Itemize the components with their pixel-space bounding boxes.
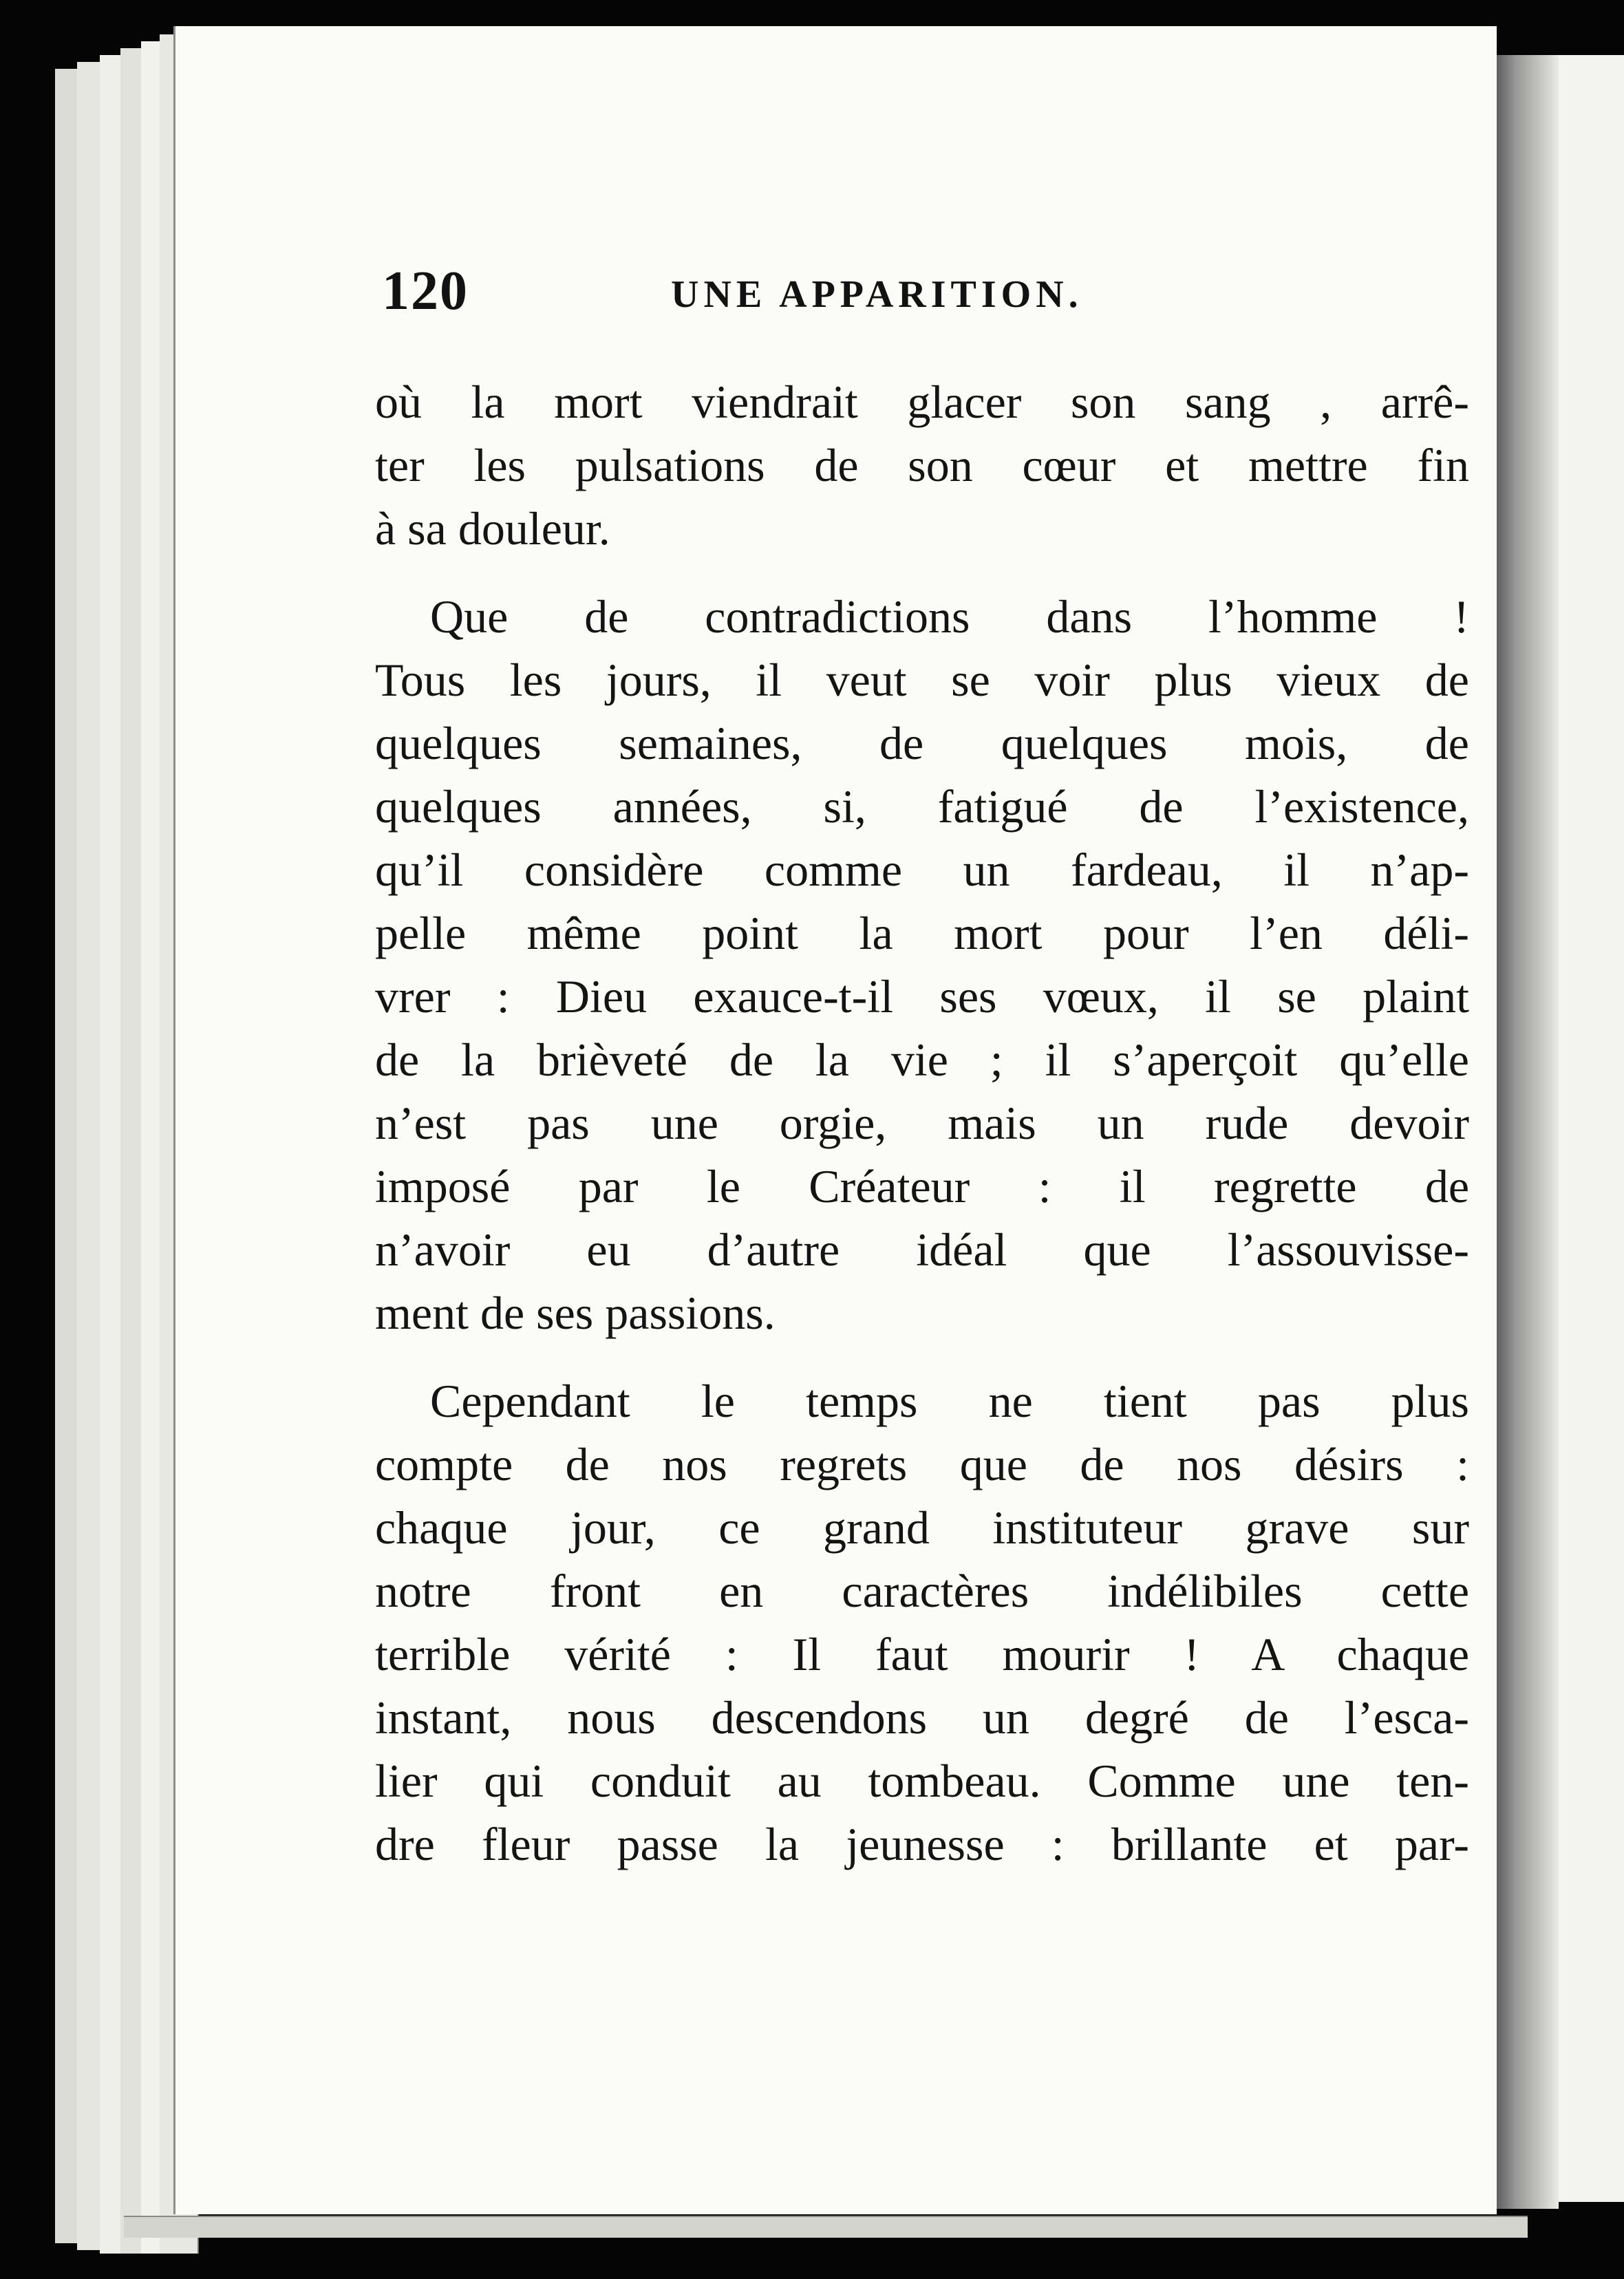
text-line: qu’il considère comme un fardeau, il n’ap- (375, 844, 1469, 896)
text-line: dre fleur passe la jeunesse : brillante et par- (375, 1818, 1469, 1870)
text-line: vrer : Dieu exauce-t-il ses vœux, il se plaint (375, 970, 1469, 1023)
text-line: Que de contradictions dans l’homme ! (430, 590, 1469, 643)
text-line: de la brièveté de la vie ; il s’aperçoit qu’elle (375, 1034, 1469, 1086)
book-gutter (1493, 55, 1559, 2209)
text-line: n’est pas une orgie, mais un rude devoir (375, 1097, 1469, 1149)
text-line: quelques semaines, de quelques mois, de (375, 717, 1469, 769)
text-line: instant, nous descendons un degré de l’esca- (375, 1691, 1469, 1744)
text-line: Cependant le temps ne tient pas plus (430, 1375, 1469, 1427)
book-page (175, 26, 1497, 2214)
paragraph (375, 370, 1469, 560)
text-line: chaque jour, ce grand instituteur grave sur (375, 1501, 1469, 1554)
page-number: 120 (382, 261, 469, 321)
text-line: terrible vérité : Il faut mourir ! A chaque (375, 1628, 1469, 1680)
text-line: pelle même point la mort pour l’en déli- (375, 907, 1469, 959)
text-line: lier qui conduit au tombeau. Comme une ten- (375, 1755, 1469, 1807)
text-line: notre front en caractères indélibiles cette (375, 1565, 1469, 1617)
page-header (382, 260, 1242, 336)
text-line: où la mort viendrait glacer son sang , arrê- (375, 376, 1469, 428)
page-bottom-edge (124, 2216, 1528, 2238)
text-line: n’avoir eu d’autre idéal que l’assouvisse- (375, 1223, 1469, 1276)
text-line: quelques années, si, fatigué de l’existence, (375, 780, 1469, 833)
text-line: Tous les jours, il veut se voir plus vieux de (375, 654, 1469, 706)
running-head: UNE APPARITION. (671, 273, 1083, 316)
text-line: compte de nos regrets que de nos désirs : (375, 1438, 1469, 1490)
text-line: ment de ses passions. (375, 1287, 776, 1339)
text-line: à sa douleur. (375, 502, 610, 555)
text-line: imposé par le Créateur : il regrette de (375, 1160, 1469, 1212)
body-text (375, 370, 1469, 1901)
paragraph (375, 585, 1469, 1345)
text-line: ter les pulsations de son cœur et mettre fin (375, 439, 1469, 491)
paragraph (375, 1369, 1469, 1876)
